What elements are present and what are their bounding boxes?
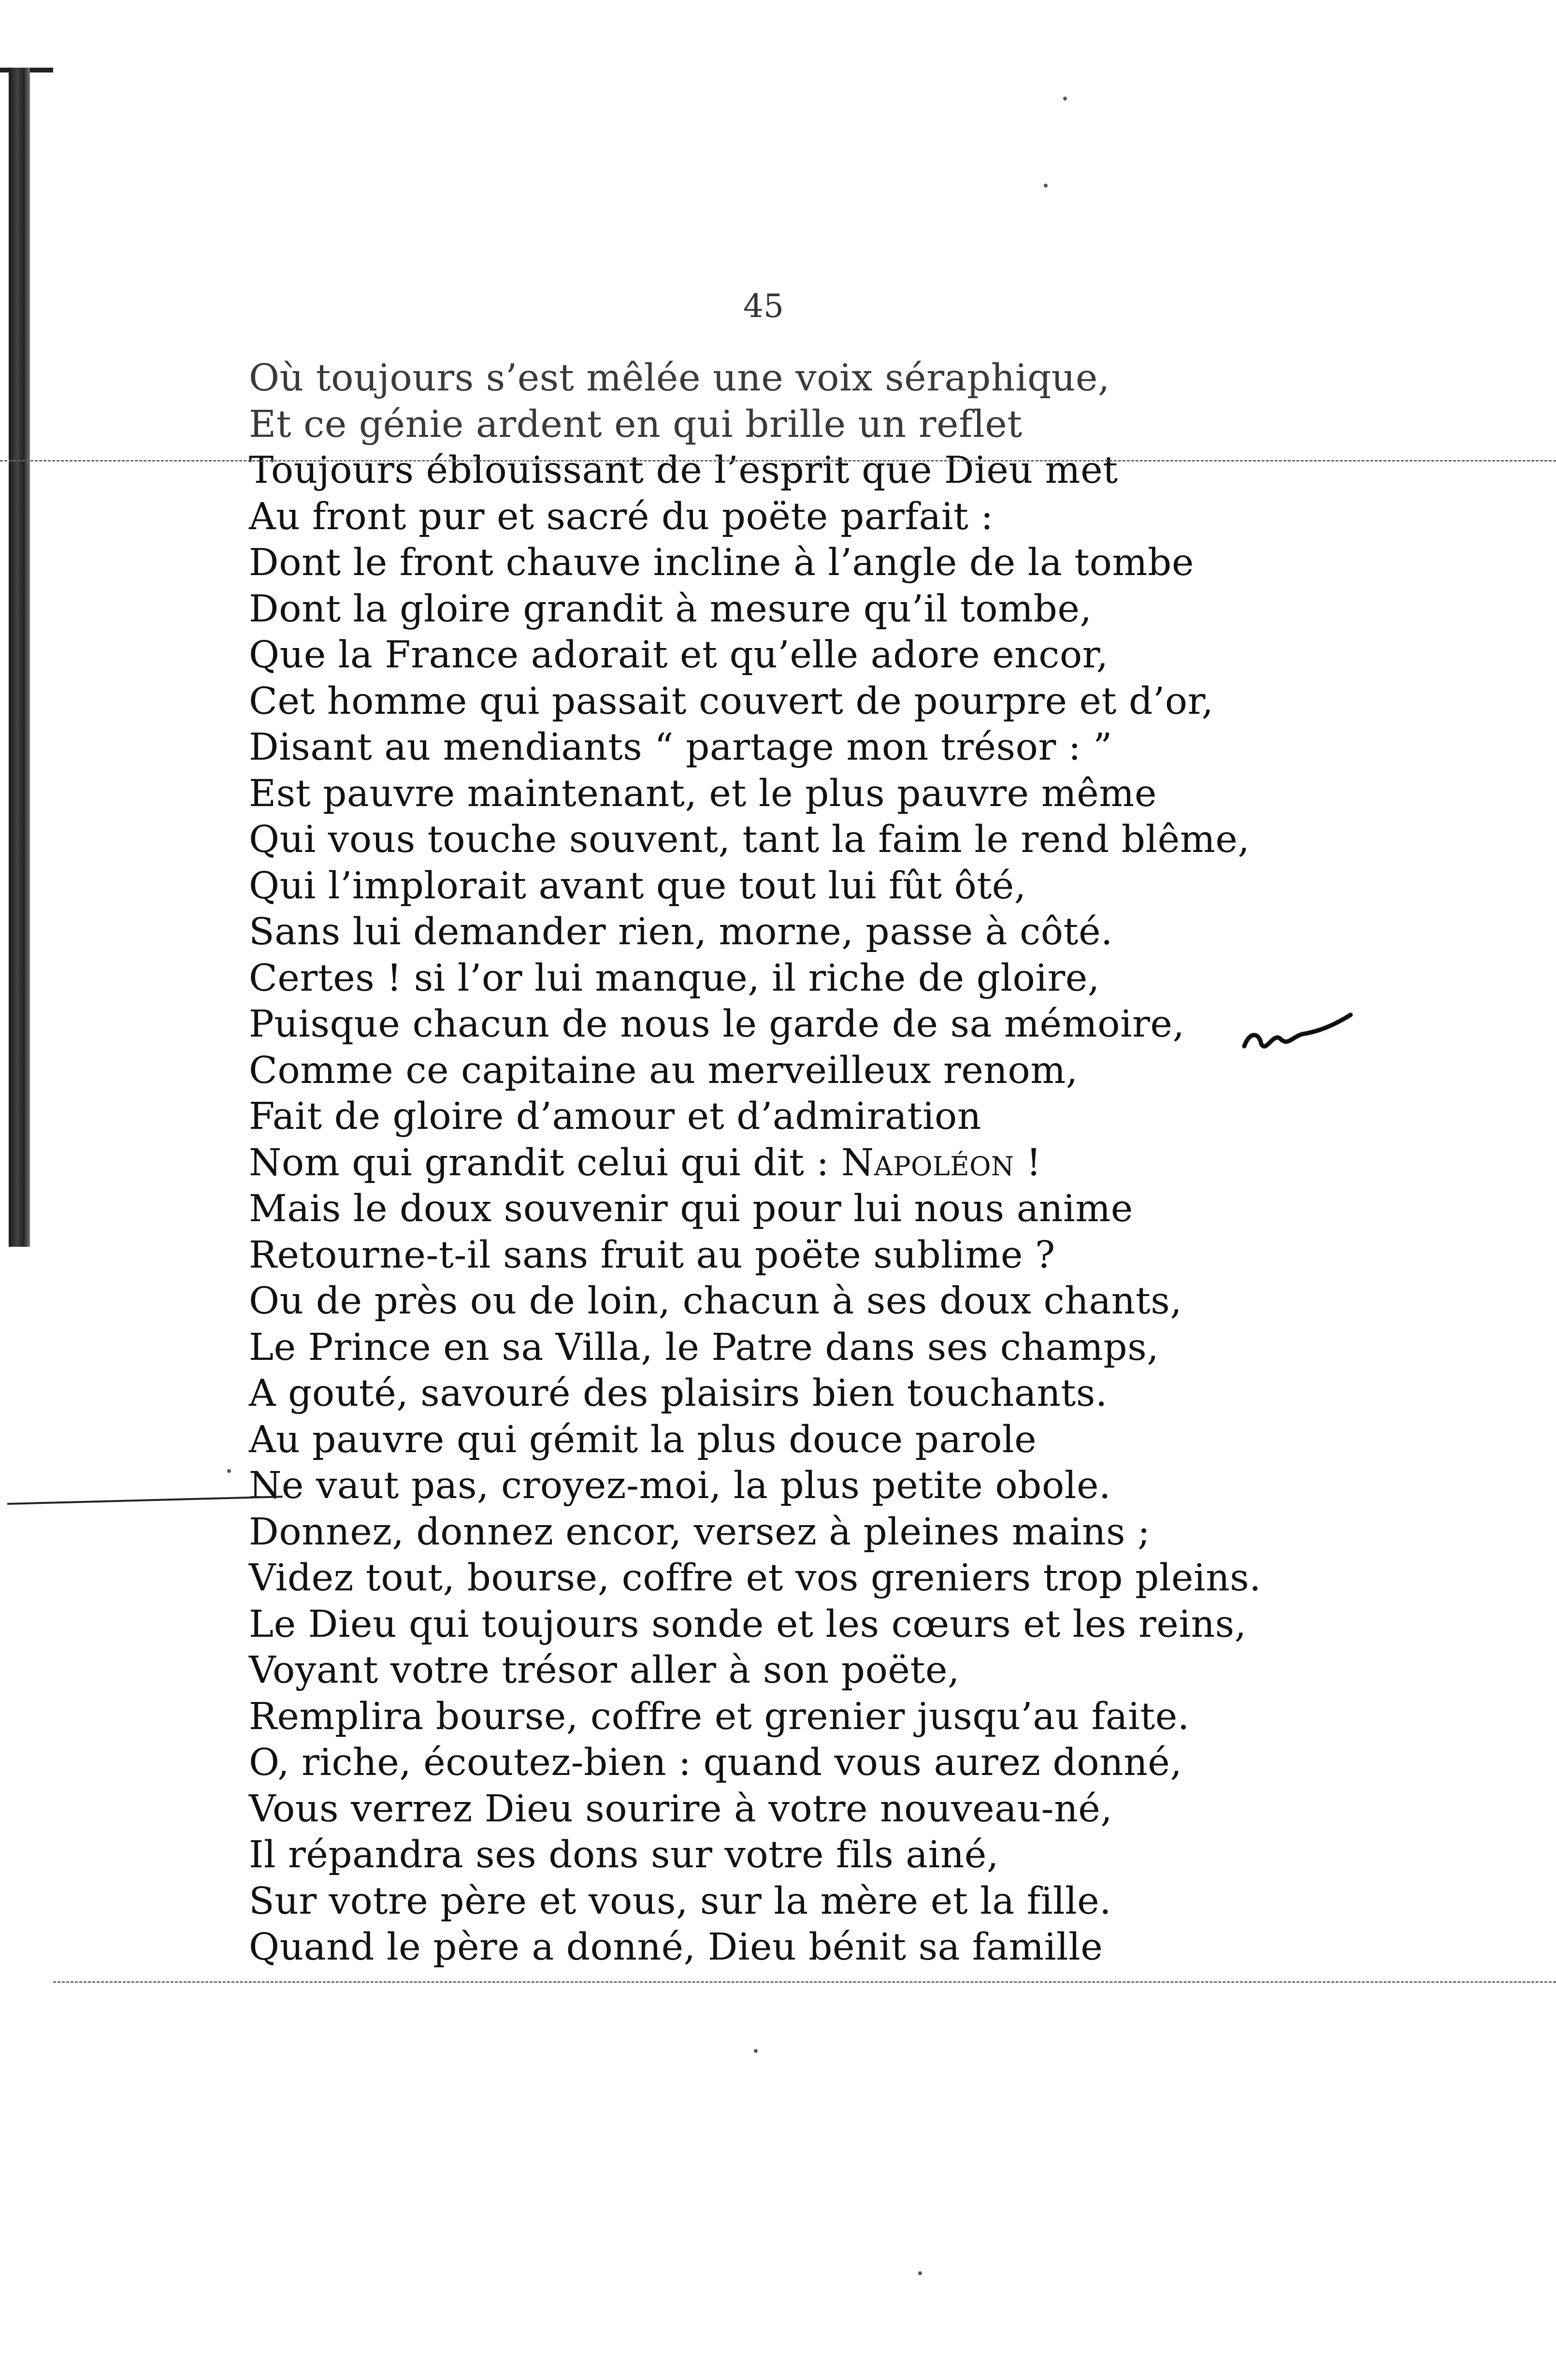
verse-line: Voyant votre trésor aller à son poëte, xyxy=(249,1649,960,1692)
verse-line: Dont le front chauve incline à l’angle de la tombe xyxy=(249,541,1194,584)
verse-line: Sur votre père et vous, sur la mère et la fille. xyxy=(249,1879,1112,1923)
verse-line: Au front pur et sacré du poëte parfait : xyxy=(249,495,994,538)
speck xyxy=(918,2271,922,2275)
verse-line: Comme ce capitaine au merveilleux renom, xyxy=(249,1049,1078,1092)
verse-line: Remplira bourse, coffre et grenier jusqu’au faite. xyxy=(249,1695,1190,1738)
verse-line: Mais le doux souvenir qui pour lui nous anime xyxy=(249,1187,1133,1230)
verse-line: Cet homme qui passait couvert de pourpre et d’or, xyxy=(249,679,1214,723)
verse-line: Quand le père a donné, Dieu bénit sa famille xyxy=(249,1926,1103,1969)
verse-line: O, riche, écoutez-bien : quand vous aurez donné, xyxy=(249,1741,1182,1784)
speck xyxy=(1063,97,1067,101)
poem-verses xyxy=(249,355,1312,1971)
verse-line: Le Prince en sa Villa, le Patre dans ses champs, xyxy=(249,1326,1159,1369)
verse-line: Fait de gloire d’amour et d’admiration xyxy=(249,1095,981,1138)
verse-line: Ne vaut pas, croyez-moi, la plus petite obole. xyxy=(249,1464,1111,1507)
proof-rule-bottom xyxy=(53,1981,1556,1983)
verse-line: Certes ! si l’or lui manque, il riche de gloire, xyxy=(249,956,1100,1000)
verse-line: Donnez, donnez encor, versez à pleines mains ; xyxy=(249,1510,1151,1554)
verse-line: Puisque chacun de nous le garde de sa mémoire, xyxy=(249,1003,1185,1046)
page-number: 45 xyxy=(743,288,784,325)
verse-line: Qui vous touche souvent, tant la faim le rend blême, xyxy=(249,818,1250,861)
verse-line: Que la France adorait et qu’elle adore encor, xyxy=(249,634,1109,677)
verse-line: Videz tout, bourse, coffre et vos greniers trop pleins. xyxy=(249,1557,1262,1600)
name-napoleon: Napoléon xyxy=(841,1141,1014,1184)
verse-line: Vous verrez Dieu sourire à votre nouveau-né, xyxy=(249,1787,1113,1831)
verse-line: Et ce génie ardent en qui brille un reflet xyxy=(249,403,1023,446)
verse-line: Ou de près ou de loin, chacun à ses doux chants, xyxy=(249,1280,1182,1323)
verse-line: Retourne-t-il sans fruit au poëte sublime ? xyxy=(249,1233,1055,1277)
verse-line: Dont la gloire grandit à mesure qu’il tombe, xyxy=(249,587,1092,631)
speck xyxy=(754,2049,758,2053)
verse-line: Le Dieu qui toujours sonde et les cœurs et les reins, xyxy=(249,1602,1247,1646)
verse-line: Il répandra ses dons sur votre fils ainé, xyxy=(249,1833,999,1876)
verse-text: ! xyxy=(1014,1141,1042,1184)
verse-text: Nom qui grandit celui qui dit : xyxy=(249,1141,841,1184)
speck xyxy=(1044,184,1048,188)
verse-line: Qui l’implorait avant que tout lui fût ôté, xyxy=(249,864,1026,908)
proof-rule-top xyxy=(0,460,1556,462)
verse-line: Où toujours s’est mêlée une voix séraphique, xyxy=(249,357,1110,400)
verse-line: Au pauvre qui gémit la plus douce parole xyxy=(249,1418,1037,1461)
verse-line: Toujours éblouissant de l’esprit que Dieu met xyxy=(249,449,1118,492)
verse-line: Sans lui demander rien, morne, passe à côté. xyxy=(249,910,1113,953)
verse-line: Disant au mendiants “ partage mon trésor : ” xyxy=(249,726,1113,769)
handwritten-proof-mark xyxy=(1239,1012,1355,1056)
verse-line xyxy=(249,1140,1312,1186)
verse-line: Est pauvre maintenant, et le plus pauvre même xyxy=(249,772,1157,815)
verse-line: A gouté, savouré des plaisirs bien touchants. xyxy=(249,1372,1108,1415)
speck xyxy=(227,1469,231,1473)
scan-binding-shadow xyxy=(9,68,30,1247)
proof-rule-middle xyxy=(7,1496,283,1505)
